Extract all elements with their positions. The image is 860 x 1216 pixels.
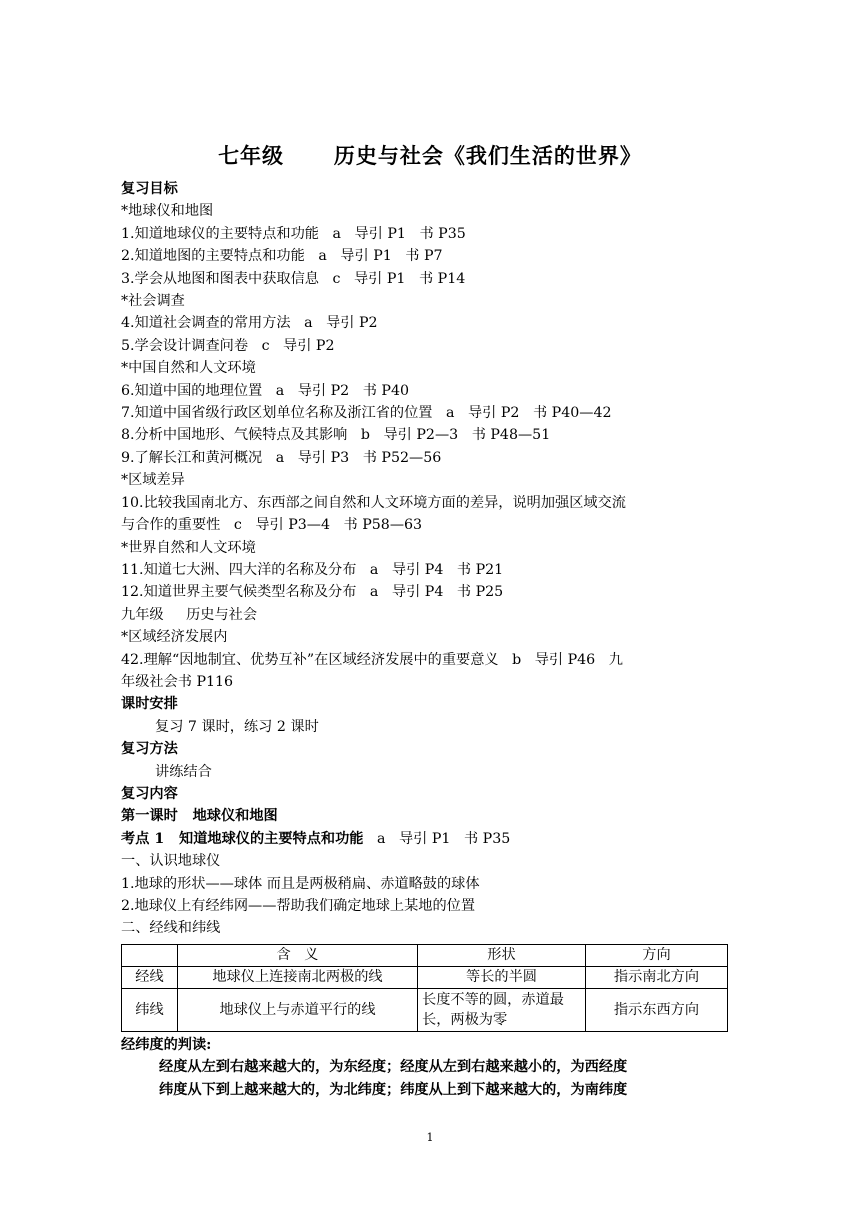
goal-item-4: 4.知道社会调查的常用方法 a 导引 P2 (121, 315, 378, 332)
judge-heading: 经纬度的判读: (121, 1036, 212, 1053)
table-row (122, 966, 728, 988)
heading-review-goal: 复习目标 (121, 181, 178, 197)
meridian-parallel-table (121, 944, 728, 1032)
section-survey: *社会调查 (121, 293, 185, 310)
method-text: 讲练结合 (155, 763, 212, 780)
part-1-item-1: 1.地球的形状——球体 而且是两极稍扁、赤道略鼓的球体 (121, 875, 480, 892)
section-world-env: *世界自然和人文环境 (121, 539, 256, 556)
document-title: 七年级 历史与社会《我们生活的世界》 (218, 143, 642, 168)
table-cell: 指示南北方向 (586, 966, 728, 988)
section-regional-diff: *区域差异 (121, 472, 185, 489)
point-1 (121, 828, 741, 850)
section-globe-map: *地球仪和地图 (121, 203, 214, 220)
table-header-cell: 含 义 (178, 944, 418, 966)
goal-item-9: 9.了解长江和黄河概况 a 导引 P3 书 P52—56 (121, 449, 442, 466)
table-cell: 指示东西方向 (586, 988, 728, 1031)
grade9-heading: 九年级 历史与社会 (121, 606, 258, 623)
part-1-heading: 一、认识地球仪 (121, 853, 221, 870)
goal-item-2: 2.知道地图的主要特点和功能 a 导引 P1 书 P7 (121, 248, 443, 265)
table-header-cell: 形状 (418, 944, 586, 966)
goal-item-42-line1: 42.理解“因地制宜、优势互补”在区域经济发展中的重要意义 b 导引 P46 九 (121, 651, 623, 668)
table-header-cell: 方向 (586, 944, 728, 966)
table-cell: 地球仪上连接南北两极的线 (178, 966, 418, 988)
page-number: 1 (426, 1131, 434, 1144)
table-cell: 长度不等的圆，赤道最长，两极为零 (418, 988, 586, 1031)
table-cell: 纬线 (122, 988, 178, 1031)
goal-item-3: 3.学会从地图和图表中获取信息 c 导引 P1 书 P14 (121, 270, 466, 287)
goal-item-10-line1: 10.比较我国南北方、东西部之间自然和人文环境方面的差异，说明加强区域交流 (121, 494, 626, 511)
goal-item-11: 11.知道七大洲、四大洋的名称及分布 a 导引 P4 书 P21 (121, 561, 504, 578)
table-cell: 地球仪上与赤道平行的线 (178, 988, 418, 1031)
judge-line-1: 经度从左到右越来越大的，为东经度；经度从左到右越来越小的，为西经度 (159, 1059, 628, 1076)
goal-item-8: 8.分析中国地形、气候特点及其影响 b 导引 P2—3 书 P48—51 (121, 427, 551, 444)
judge-line-2: 纬度从下到上越来越大的，为北纬度；纬度从上到下越来越大的，为南纬度 (159, 1081, 628, 1098)
lesson-1-heading: 第一课时 地球仪和地图 (121, 808, 278, 825)
goal-item-12: 12.知道世界主要气候类型名称及分布 a 导引 P4 书 P25 (121, 584, 504, 601)
goal-item-5: 5.学会设计调查问卷 c 导引 P2 (121, 337, 335, 354)
goal-item-1: 1.知道地球仪的主要特点和功能 a 导引 P1 书 P35 (121, 225, 466, 242)
schedule-text: 复习 7 课时，练习 2 课时 (155, 718, 319, 735)
point-1-refs: a 导引 P1 书 P35 (363, 830, 511, 847)
heading-schedule: 课时安排 (121, 696, 178, 713)
part-1-item-2: 2.地球仪上有经纬网——帮助我们确定地球上某地的位置 (121, 898, 476, 914)
table-row (122, 988, 728, 1031)
heading-method: 复习方法 (121, 741, 178, 758)
section-china-env: *中国自然和人文环境 (121, 360, 256, 377)
point-1-title: 考点 1 知道地球仪的主要特点和功能 (121, 830, 364, 847)
table-header-cell (122, 944, 178, 966)
document-body (121, 178, 741, 1101)
goal-item-10-line2: 与合作的重要性 c 导引 P3—4 书 P58—63 (121, 517, 423, 534)
table-header-row (122, 944, 728, 966)
goal-item-6: 6.知道中国的地理位置 a 导引 P2 书 P40 (121, 382, 410, 399)
heading-content: 复习内容 (121, 785, 178, 802)
goal-item-7: 7.知道中国省级行政区划单位名称及浙江省的位置 a 导引 P2 书 P40—42 (121, 405, 612, 422)
table-cell: 等长的半圆 (418, 966, 586, 988)
table-cell: 经线 (122, 966, 178, 988)
part-2-heading: 二、经线和纬线 (121, 920, 221, 937)
goal-item-42-line2: 年级社会书 P116 (121, 673, 234, 690)
section-regional-economy: *区域经济发展内 (121, 629, 228, 646)
